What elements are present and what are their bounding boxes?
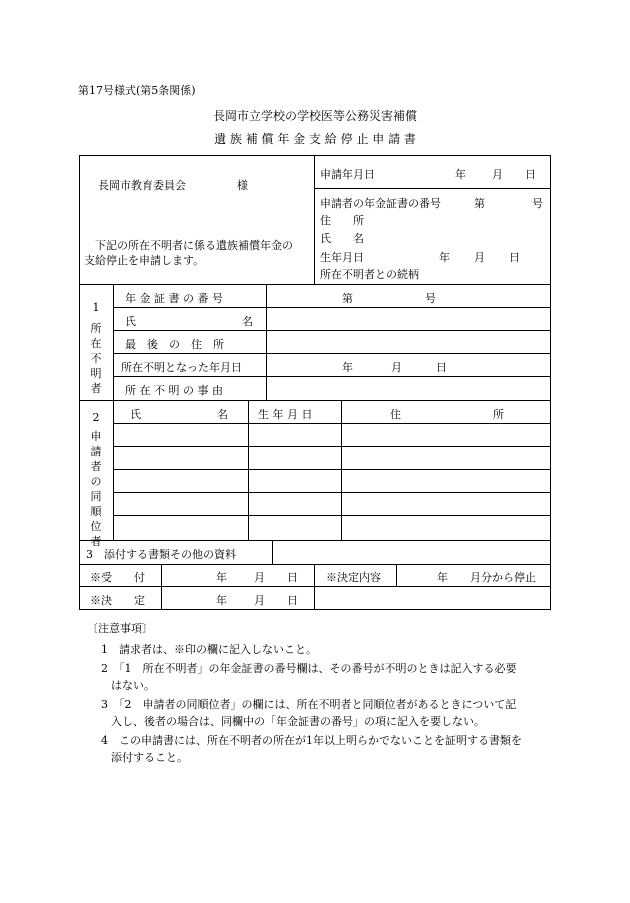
attached-documents-label: 3 添付する書類その他の資料 [86, 548, 236, 561]
note-2-line2: はない。 [111, 679, 155, 692]
relation-label: 所在不明者との続柄 [320, 268, 419, 281]
missing-date-year: 年 [342, 361, 353, 374]
applicant-birth-month: 月 [474, 251, 485, 264]
note-3-line2: 入し、後者の場合は、同欄中の「年金証書の番号」の項に記入を要しない。 [111, 715, 485, 728]
applicant-address-label: 住 所 [320, 214, 364, 227]
missing-person-pension-number-go: 号 [425, 292, 436, 305]
note-4-line2: 添付すること。 [111, 751, 188, 764]
decision-month: 月 [254, 594, 265, 607]
missing-person-name-label-left: 氏 [125, 315, 136, 328]
decision-year: 年 [216, 594, 227, 607]
application-date-label: 申請年月日 [320, 168, 375, 181]
application-date-day: 日 [525, 168, 536, 181]
note-4-line1: 4 この申請書には、所在不明者の所在が1年以上明らかでないことを証明する書類を [101, 734, 522, 747]
missing-date-day: 日 [436, 361, 447, 374]
applicant-name-label: 氏 名 [320, 232, 364, 245]
form-title-line1: 長岡市立学校の学校医等公務災害補償 [212, 109, 417, 123]
missing-date-month: 月 [391, 361, 402, 374]
note-2-line1: 2 「1 所在不明者」の年金証書の番号欄は、その番号が不明のときは記入する必要 [101, 662, 517, 675]
applicant-birth-year: 年 [439, 251, 450, 264]
missing-person-pension-number-label: 年 金 証 書 の 番 号 [125, 292, 223, 305]
receipt-label: ※受 付 [90, 571, 145, 584]
applicant-pension-number-label: 申請者の年金証書の番号 [320, 197, 441, 210]
section2-heading: 2 申 請 者 の 同 順 位 者 [79, 410, 113, 549]
application-date-year: 年 [455, 168, 466, 181]
section1-number: 1 [92, 301, 100, 314]
stop-from-text: 年 月分から停止 [437, 571, 536, 584]
request-text-line2: 支給停止を申請します。 [84, 254, 205, 267]
missing-person-name-label-right: 名 [242, 315, 253, 328]
section2-number: 2 [92, 411, 100, 424]
applicant-birth-label: 生年月日 [320, 251, 364, 264]
missing-person-last-address-label: 最 後 の 住 所 [125, 338, 224, 351]
applicant-birth-day: 日 [509, 251, 520, 264]
note-3-line1: 3 「2 申請者の同順位者」の欄には、所在不明者と同順位者があるときについて記 [101, 698, 517, 711]
note-1: 1 請求者は、※印の欄に記入しないこと。 [101, 643, 317, 656]
request-text-line1: 下記の所在不明者に係る遺族補償年金の [95, 239, 293, 252]
applicant-pension-number-dai: 第 [474, 197, 485, 210]
section1-heading: 1 所 在 不 明 者 [79, 300, 113, 396]
form-number: 第17号様式(第5条関係) [78, 84, 196, 97]
column-birth: 生 年 月 日 [258, 408, 313, 421]
receipt-month: 月 [254, 571, 265, 584]
addressee-honorific: 様 [237, 179, 248, 192]
application-date-month: 月 [492, 168, 503, 181]
missing-reason-label: 所 在 不 明 の 事 由 [125, 384, 223, 397]
form-title-line2: 遺 族 補 償 年 金 支 給 停 止 申 請 書 [214, 132, 416, 146]
column-address-left: 住 [390, 408, 401, 421]
decision-label: ※決 定 [90, 594, 145, 607]
missing-date-label: 所在不明となった年月日 [121, 361, 242, 374]
decision-day: 日 [287, 594, 298, 607]
missing-person-pension-number-dai: 第 [342, 292, 353, 305]
addressee: 長岡市教育委員会 [98, 179, 186, 192]
receipt-year: 年 [216, 571, 227, 584]
applicant-pension-number-go: 号 [532, 197, 543, 210]
receipt-day: 日 [287, 571, 298, 584]
column-name-left: 氏 [130, 408, 141, 421]
decision-content-label: ※決定内容 [326, 571, 381, 584]
column-address-right: 所 [493, 408, 504, 421]
notes-heading: 〔注意事項〕 [87, 622, 153, 635]
column-name-right: 名 [217, 408, 228, 421]
